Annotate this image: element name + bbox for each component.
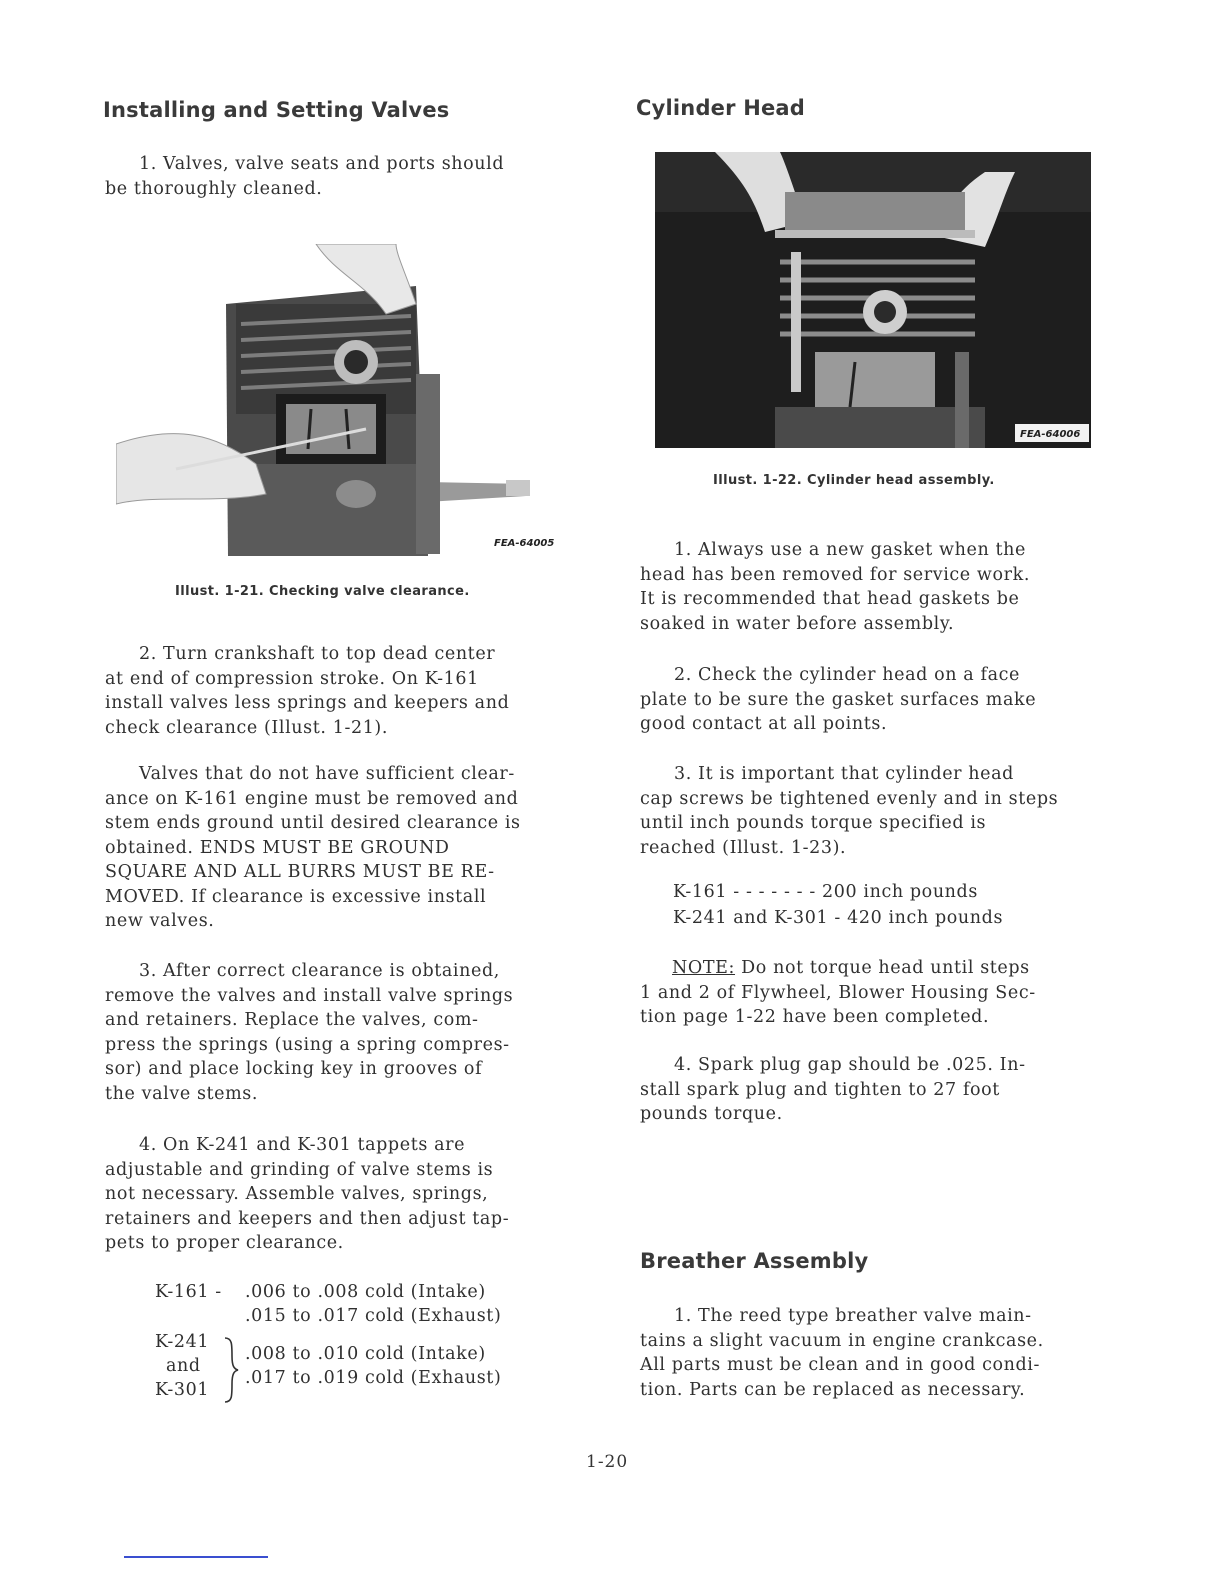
line: 1. Valves, valve seats and ports should xyxy=(139,154,505,174)
line: 1. The reed type breather valve main- xyxy=(674,1306,1032,1326)
line: remove the valves and install valve springs xyxy=(105,985,514,1006)
section-heading-valves: Installing and Setting Valves xyxy=(103,98,450,122)
paragraph-head-2 xyxy=(640,663,1036,737)
spec-k241-exhaust: .017 to .019 cold (Exhaust) xyxy=(245,1368,502,1388)
paragraph-head-1 xyxy=(640,538,1030,636)
line: and retainers. Replace the valves, com- xyxy=(105,1010,479,1030)
line: tion page 1-22 have been completed. xyxy=(640,1007,990,1027)
line: not necessary. Assemble valves, springs, xyxy=(105,1184,489,1204)
line: 2. Check the cylinder head on a face xyxy=(674,665,1020,685)
spec-k241-intake: .008 to .010 cold (Intake) xyxy=(245,1344,486,1364)
paragraph-head-note xyxy=(640,956,1036,1030)
paragraph-head-4 xyxy=(640,1053,1026,1127)
line: check clearance (Illust. 1-21). xyxy=(105,717,389,738)
footer-rule xyxy=(124,1556,268,1558)
paragraph-breather-1 xyxy=(640,1304,1044,1402)
torque-row-k161: K-161 - - - - - - - 200 inch pounds xyxy=(673,882,978,902)
figure-tag: FEA-64005 xyxy=(494,538,555,549)
paragraph-valves-3 xyxy=(105,762,521,934)
line: sor) and place locking key in grooves of xyxy=(105,1059,483,1079)
line: new valves. xyxy=(105,911,215,931)
paragraph-valves-4 xyxy=(105,959,513,1106)
figure-tag: FEA-64006 xyxy=(1020,429,1081,440)
line: pets to proper clearance. xyxy=(105,1233,344,1253)
line: 2. Turn crankshaft to top dead center xyxy=(139,644,496,664)
line: the valve stems. xyxy=(105,1083,259,1104)
spec-k241-label: K-241 xyxy=(155,1332,210,1352)
cylinder-head-photo-illustration xyxy=(655,152,1091,448)
engine-photo-illustration xyxy=(116,244,568,556)
line: stem ends ground until desired clearance is xyxy=(105,813,521,833)
line: 3. It is important that cylinder head xyxy=(674,764,1014,784)
line: press the springs (using a spring compres- xyxy=(105,1034,510,1055)
line: reached (Illust. 1-23). xyxy=(640,837,847,858)
line: It is recommended that head gaskets be xyxy=(640,589,1020,609)
section-heading-cylinder-head: Cylinder Head xyxy=(636,96,806,120)
torque-row-k241-k301: K-241 and K-301 - 420 inch pounds xyxy=(673,908,1004,928)
spec-k301-label: K-301 xyxy=(155,1380,210,1400)
spec-k161-label: K-161 - xyxy=(155,1282,222,1302)
line: tion. Parts can be replaced as necessary. xyxy=(640,1379,1026,1400)
line: All parts must be clean and in good condi- xyxy=(640,1355,1041,1375)
line: head has been removed for service work. xyxy=(640,564,1030,585)
paragraph-valves-1 xyxy=(105,152,504,201)
figure-checking-valve-clearance xyxy=(116,244,568,556)
line: Valves that do not have sufficient clear- xyxy=(139,764,515,784)
line: MOVED. If clearance is excessive install xyxy=(105,886,487,907)
page-number: 1-20 xyxy=(586,1452,629,1472)
line: Do not torque head until steps xyxy=(735,958,1030,978)
section-heading-breather: Breather Assembly xyxy=(640,1249,869,1273)
figure-caption-1-21: Illust. 1-21. Checking valve clearance. xyxy=(175,584,470,599)
spec-k161-exhaust: .015 to .017 cold (Exhaust) xyxy=(245,1306,502,1326)
line: tains a slight vacuum in engine crankcase. xyxy=(640,1330,1044,1351)
line: cap screws be tightened evenly and in steps xyxy=(640,788,1059,809)
line: at end of compression stroke. On K-161 xyxy=(105,668,479,689)
paragraph-head-3 xyxy=(640,762,1058,860)
figure-caption-1-22: Illust. 1-22. Cylinder head assembly. xyxy=(713,473,995,488)
line: 4. Spark plug gap should be .025. In- xyxy=(674,1055,1026,1075)
paragraph-valves-5 xyxy=(105,1133,509,1256)
line: be thoroughly cleaned. xyxy=(105,178,323,199)
line: good contact at all points. xyxy=(640,714,888,734)
line: install valves less springs and keepers and xyxy=(105,693,510,713)
line: 4. On K-241 and K-301 tappets are xyxy=(139,1135,466,1155)
line: stall spark plug and tighten to 27 foot xyxy=(640,1079,1000,1100)
line: ance on K-161 engine must be removed and xyxy=(105,788,519,809)
paragraph-valves-2 xyxy=(105,642,509,740)
line: 1 and 2 of Flywheel, Blower Housing Sec- xyxy=(640,982,1036,1003)
spec-k161-intake: .006 to .008 cold (Intake) xyxy=(245,1282,486,1302)
figure-cylinder-head-assembly xyxy=(655,152,1091,448)
spec-and-label: and xyxy=(166,1356,201,1376)
line: retainers and keepers and then adjust tap- xyxy=(105,1208,510,1229)
line: SQUARE AND ALL BURRS MUST BE RE- xyxy=(105,862,495,882)
line: adjustable and grinding of valve stems is xyxy=(105,1159,494,1180)
line: 3. After correct clearance is obtained, xyxy=(139,961,500,981)
brace-icon xyxy=(222,1336,240,1404)
line: pounds torque. xyxy=(640,1104,783,1124)
line: obtained. ENDS MUST BE GROUND xyxy=(105,837,450,858)
line: 1. Always use a new gasket when the xyxy=(674,540,1026,560)
line: until inch pounds torque specified is xyxy=(640,813,987,833)
line: plate to be sure the gasket surfaces make xyxy=(640,689,1037,710)
note-label: NOTE: xyxy=(672,958,736,978)
line: soaked in water before assembly. xyxy=(640,613,955,634)
